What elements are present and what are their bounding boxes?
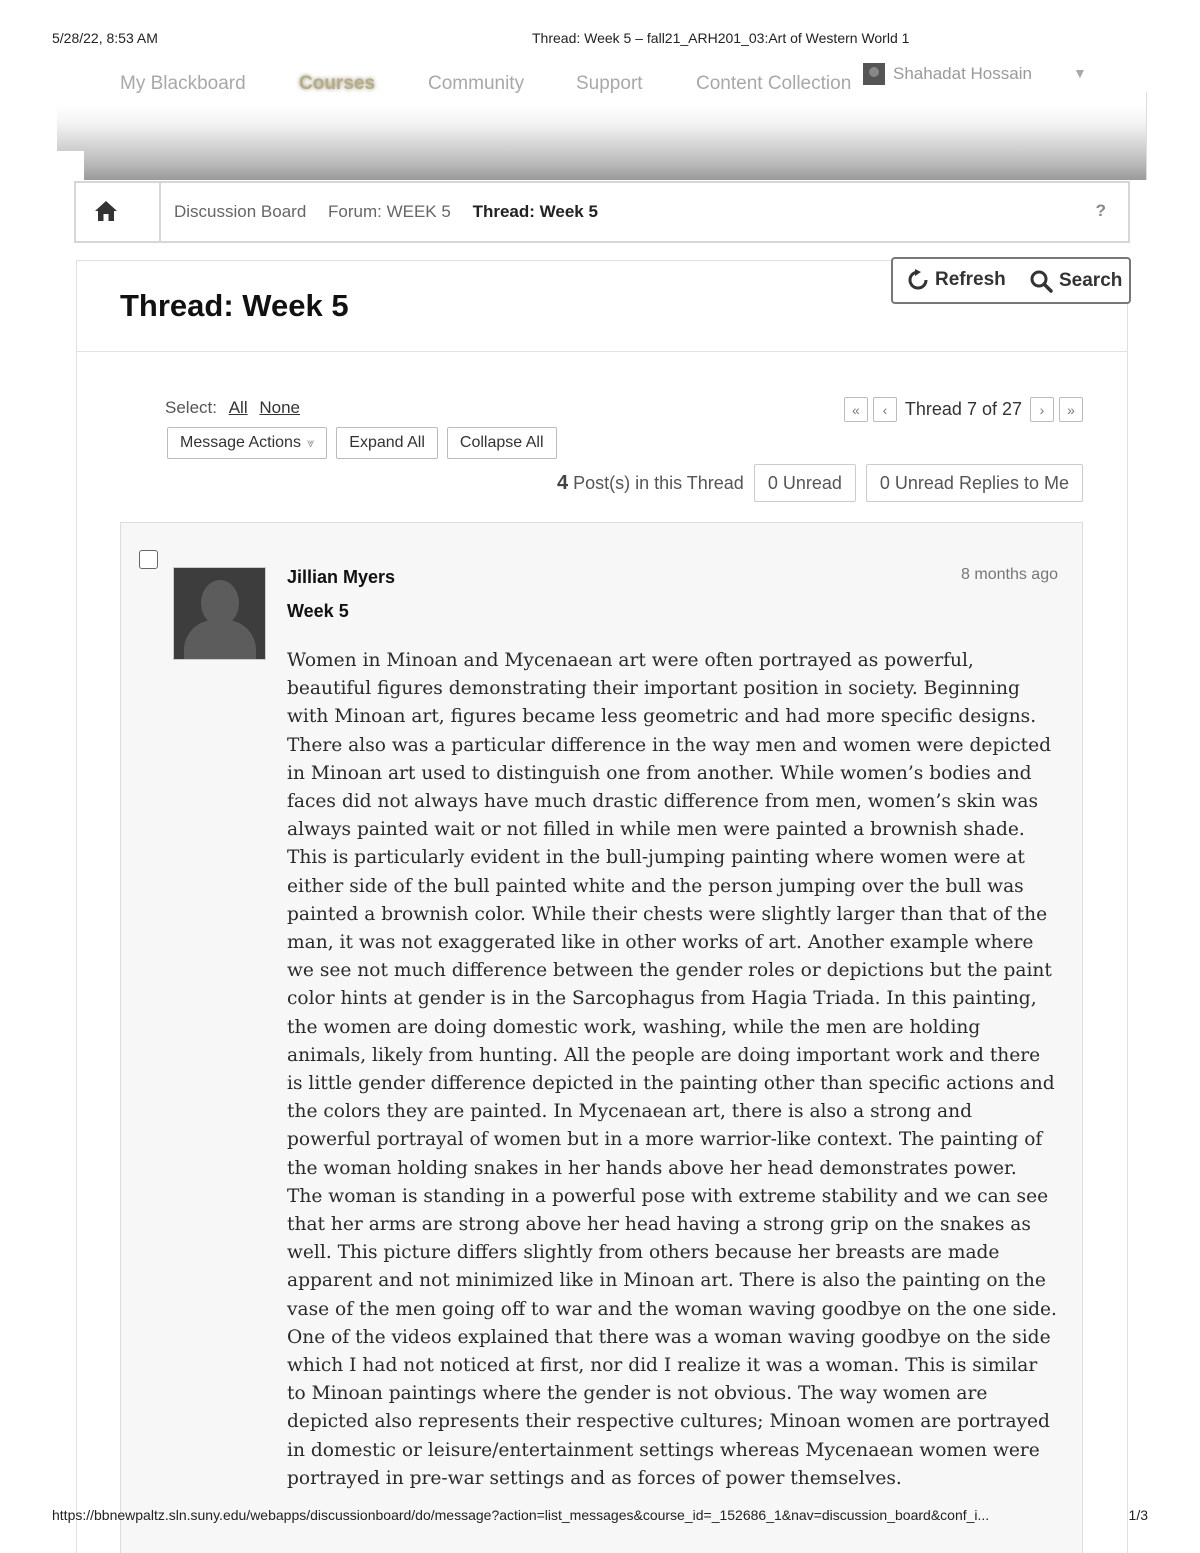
post-body-line: Women in Minoan and Mycenaean art were often portrayed as powerful, xyxy=(287,650,974,671)
refresh-icon xyxy=(907,269,929,291)
avatar xyxy=(173,567,266,660)
post-body-line: is little gender difference depicted in the painting other than specific actions and xyxy=(287,1073,1055,1095)
message-toolbar xyxy=(167,427,557,459)
thread-content xyxy=(76,260,1128,1553)
post-body-line: the women are doing domestic work, washing, while the men are holding xyxy=(287,1016,981,1038)
post-count-number: 4 xyxy=(556,471,569,494)
first-thread-icon[interactable]: « xyxy=(844,397,868,422)
breadcrumb-current-thread: Thread: Week 5 xyxy=(472,202,598,221)
post-body-line: in Minoan art used to distinguish one from another. While women’s bodies and xyxy=(287,762,1032,784)
message-actions-button[interactable] xyxy=(167,427,327,459)
print-footer xyxy=(52,1507,1148,1525)
post-body-line: that her arms are strong above her head having a strong grip on the snakes as xyxy=(287,1214,1031,1236)
post-body-line: the colors they are painted. In Mycenaean art, there is also a strong and xyxy=(287,1101,972,1123)
refresh-label: Refresh xyxy=(935,269,1006,290)
next-thread-icon[interactable]: › xyxy=(1030,397,1054,422)
print-url: https://bbnewpaltz.sln.suny.edu/webapps/discussionboard/do/message?action=list_messages&course_id=_152686_1&nav=discussion_board&conf_i... xyxy=(52,1507,990,1523)
post-body-line: This is particularly evident in the bull-jumping painting where women were at xyxy=(287,847,1025,869)
print-page-number: 1/3 xyxy=(1128,1507,1148,1523)
user-avatar xyxy=(863,63,885,85)
post-body-line: One of the videos explained that there was a woman waving goodbye on the side xyxy=(287,1326,1051,1348)
collapse-all-button[interactable]: Collapse All xyxy=(447,427,557,459)
post-body-line: apparent and not minimized like in Minoan art. There is also the painting on the xyxy=(287,1270,1046,1292)
post-body-line: depicted also represents their respective cultures; Minoan women are portrayed xyxy=(287,1411,1050,1433)
post-body-line: portrayed in pre-war settings and as forces of power themselves. xyxy=(287,1467,902,1489)
breadcrumb-forum[interactable]: Forum: WEEK 5 xyxy=(328,202,451,221)
tab-support[interactable]: Support xyxy=(576,73,643,94)
expand-all-button[interactable]: Expand All xyxy=(336,427,438,459)
home-icon xyxy=(94,200,118,222)
tab-content-collection[interactable]: Content Collection xyxy=(696,73,852,94)
breadcrumb-discussion-board[interactable]: Discussion Board xyxy=(174,202,307,221)
select-all-link[interactable]: All xyxy=(228,398,248,417)
post-checkbox[interactable] xyxy=(139,550,158,569)
post-body-line: powerful portrayal of women but in a more warrior-like context. The painting of xyxy=(287,1129,1043,1151)
thread-pager xyxy=(844,397,1083,422)
tab-courses[interactable]: Courses xyxy=(299,73,376,94)
tab-community[interactable]: Community xyxy=(428,73,525,94)
page-title: Thread: Week 5 xyxy=(120,288,349,323)
post-count-label: Post(s) in this Thread xyxy=(573,472,744,493)
post-body-line: always painted wait or not filled in while men were painted a brownish shade. xyxy=(287,819,1025,841)
home-button[interactable] xyxy=(76,183,161,241)
post-body-line: beautiful figures demonstrating their important position in society. Beginning xyxy=(287,678,1020,700)
post-body-line: well. This picture differs slightly from others because her breasts are made xyxy=(287,1242,1000,1264)
select-none-link[interactable]: None xyxy=(259,398,300,417)
user-name: Shahadat Hossain xyxy=(893,64,1032,83)
post-body-line: There also was a particular difference in the way men and women were depicted xyxy=(287,734,1051,756)
post-author[interactable]: Jillian Myers xyxy=(287,567,396,587)
post-body-line: The woman is standing in a powerful pose with extreme stability and we can see xyxy=(287,1185,1049,1207)
tab-my-blackboard[interactable]: My Blackboard xyxy=(120,73,246,94)
post-body-line: animals, likely from hunting. All the people are doing important work and there xyxy=(287,1044,1041,1066)
thread-action-bar xyxy=(891,257,1131,304)
post-body-line: the woman holding snakes in her hands above her head demonstrates power. xyxy=(287,1157,1017,1179)
unread-replies-button[interactable]: 0 Unread Replies to Me xyxy=(866,464,1083,502)
post-body-line: man, it was not exaggerated like in other works of art. Another example where xyxy=(287,932,1034,954)
post-count xyxy=(557,472,744,495)
post-body-line: in domestic or leisure/entertainment settings whereas Mycenaean women were xyxy=(287,1439,1040,1461)
select-controls xyxy=(165,398,300,418)
post-body-line: we see not much difference between the gender roles or depictions but the paint xyxy=(287,960,1052,982)
post-body-line: either side of the bull painted white and the person jumping over the bull was xyxy=(287,875,1024,897)
print-header xyxy=(52,30,1148,48)
top-navigation xyxy=(57,57,1147,180)
breadcrumb xyxy=(74,181,1130,243)
post-body-line: faces did not always have much drastic difference from men, women’s skin was xyxy=(287,791,1039,813)
post-subject: Week 5 xyxy=(287,601,349,621)
divider xyxy=(77,351,1127,352)
post-timestamp: 8 months ago xyxy=(961,566,1058,583)
post-body-line: which I had not noticed at first, nor did I realize it was a woman. This is similar xyxy=(287,1355,1038,1377)
select-label: Select: xyxy=(165,398,217,417)
post-body-line: color hints at gender is in the Sarcophagus from Hagia Triada. In this painting, xyxy=(287,988,1037,1010)
chevron-down-icon[interactable]: ▼ xyxy=(1073,65,1087,81)
print-datetime: 5/28/22, 8:53 AM xyxy=(52,30,158,46)
previous-thread-icon[interactable]: ‹ xyxy=(873,397,897,422)
unread-count-button[interactable]: 0 Unread xyxy=(754,464,856,502)
search-icon xyxy=(1029,269,1053,293)
search-label: Search xyxy=(1059,270,1123,291)
post-body xyxy=(287,647,1063,1493)
message-actions-label: Message Actions xyxy=(180,434,301,451)
help-button[interactable]: ? xyxy=(1095,201,1106,220)
print-document-title: Thread: Week 5 – fall21_ARH201_03:Art of Western World 1 xyxy=(532,30,910,46)
search-button[interactable] xyxy=(1029,269,1122,293)
post-body-line: with Minoan art, figures became less geometric and had more specific designs. xyxy=(287,706,1037,728)
nav-edge xyxy=(1099,57,1147,92)
post-body-line: vase of the men going off to war and the woman waving goodbye on the one side. xyxy=(287,1298,1057,1320)
thread-counts xyxy=(557,464,1083,502)
double-chevron-down-icon: ⩔ xyxy=(306,435,315,450)
refresh-button[interactable] xyxy=(907,269,1006,291)
post-card xyxy=(120,522,1083,1553)
last-thread-icon[interactable]: » xyxy=(1059,397,1083,422)
post-body-line: painted a brownish color. While their chests were slightly larger than that of the xyxy=(287,903,1048,925)
nav-corner xyxy=(56,151,84,181)
post-body-line: to Minoan paintings where the gender is not obvious. The way women are xyxy=(287,1383,988,1405)
breadcrumb-trail xyxy=(174,202,615,222)
pager-status: Thread 7 of 27 xyxy=(904,399,1022,419)
